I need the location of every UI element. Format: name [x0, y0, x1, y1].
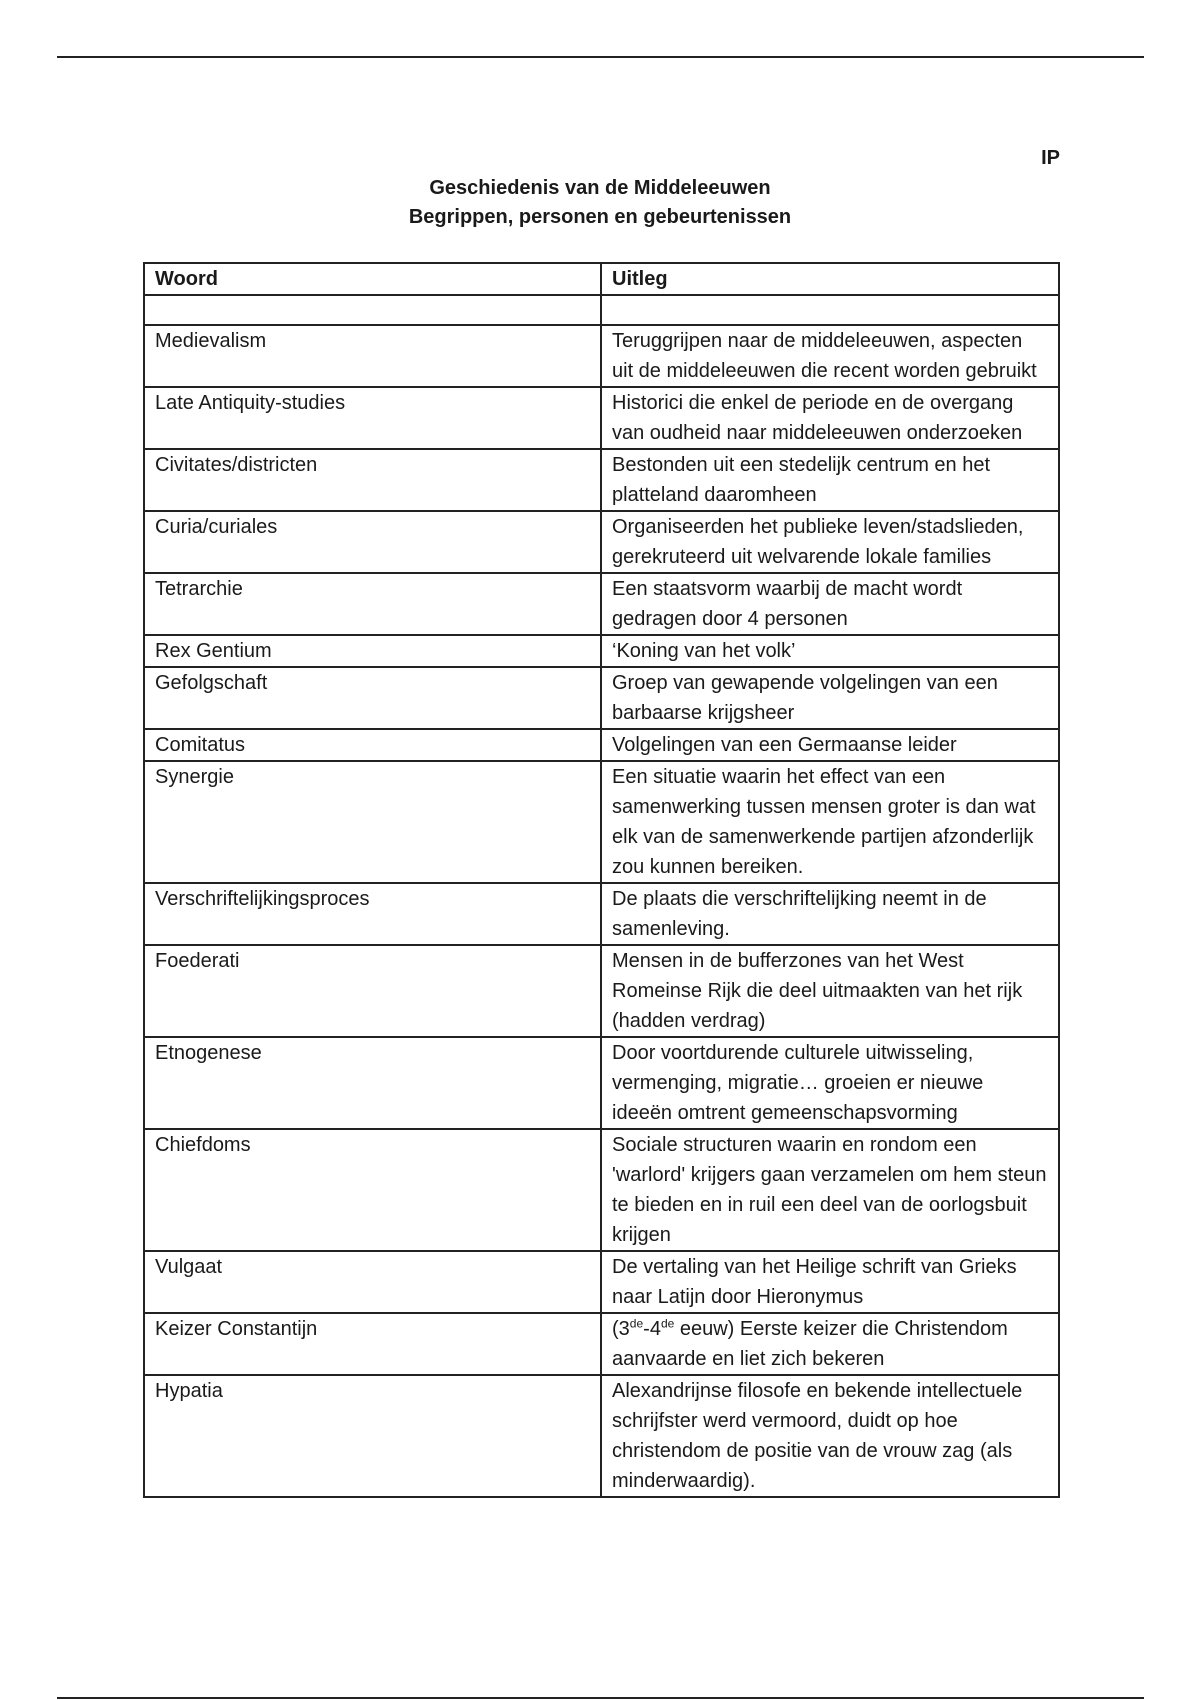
term-cell: Medievalism	[144, 325, 601, 387]
term-cell: Rex Gentium	[144, 635, 601, 667]
table-row	[144, 1251, 1059, 1313]
ordinal-suffix: de	[629, 1316, 644, 1331]
definition-rest: eeuw) Eerste keizer die Christendom aanvaarde en liet zich bekeren	[612, 1318, 1008, 1370]
table-row	[144, 1129, 1059, 1251]
term-cell: Synergie	[144, 761, 601, 883]
table-row	[144, 449, 1059, 511]
term-cell: Civitates/districten	[144, 449, 601, 511]
table-row	[144, 635, 1059, 667]
term-cell: Late Antiquity-studies	[144, 387, 601, 449]
definition-cell: De vertaling van het Heilige schrift van Grieks naar Latijn door Hieronymus	[601, 1251, 1059, 1313]
table-row	[144, 729, 1059, 761]
document-title-block	[300, 174, 900, 232]
table-row	[144, 573, 1059, 635]
definition-cell: Alexandrijnse filosofe en bekende intellectuele schrijfster werd vermoord, duidt op hoe christendom de positie van de vrouw zag (als minderwaardig).	[601, 1375, 1059, 1497]
document-title: Geschiedenis van de Middeleeuwen	[429, 177, 771, 199]
term-cell: Comitatus	[144, 729, 601, 761]
definition-dash: -4	[643, 1318, 661, 1340]
definition-cell: Een staatsvorm waarbij de macht wordt gedragen door 4 personen	[601, 573, 1059, 635]
empty-row	[144, 295, 1059, 325]
table-header-row	[144, 263, 1059, 295]
term-cell: Vulgaat	[144, 1251, 601, 1313]
definition-cell: Bestonden uit een stedelijk centrum en het platteland daaromheen	[601, 449, 1059, 511]
definition-cell: De plaats die verschriftelijking neemt in de samenleving.	[601, 883, 1059, 945]
definition-cell: Door voortdurende culturele uitwisseling, vermenging, migratie… groeien er nieuwe ideeën omtrent gemeenschapsvorming	[601, 1037, 1059, 1129]
definition-cell	[601, 1313, 1059, 1375]
definition-cell: Een situatie waarin het effect van een samenwerking tussen mensen groter is dan wat elk van de samenwerkende partijen afzonderlijk zou kunnen bereiken.	[601, 761, 1059, 883]
table-row	[144, 325, 1059, 387]
top-rule	[57, 56, 1144, 58]
table-row	[144, 945, 1059, 1037]
table-row	[144, 883, 1059, 945]
term-cell: Keizer Constantijn	[144, 1313, 601, 1375]
definition-cell: Groep van gewapende volgelingen van een barbaarse krijgsheer	[601, 667, 1059, 729]
table-row	[144, 761, 1059, 883]
table-row	[144, 511, 1059, 573]
table-row	[144, 1313, 1059, 1375]
document-subtitle: Begrippen, personen en gebeurtenissen	[408, 206, 792, 228]
definition-cell: Sociale structuren waarin en rondom een 'warlord' krijgers gaan verzamelen om hem steun te bieden en in ruil een deel van de oorlogsbuit krijgen	[601, 1129, 1059, 1251]
author-initials: IP	[1041, 147, 1060, 169]
definition-cell: Organiseerden het publieke leven/stadslieden, gerekruteerd uit welvarende lokale families	[601, 511, 1059, 573]
table-row	[144, 1375, 1059, 1497]
term-cell: Etnogenese	[144, 1037, 601, 1129]
term-cell: Tetrarchie	[144, 573, 601, 635]
term-cell: Verschriftelijkingsproces	[144, 883, 601, 945]
definition-cell: Historici die enkel de periode en de overgang van oudheid naar middeleeuwen onderzoeken	[601, 387, 1059, 449]
definition-cell: Teruggrijpen naar de middeleeuwen, aspecten uit de middeleeuwen die recent worden gebruikt	[601, 325, 1059, 387]
column-header-woord: Woord	[144, 263, 601, 295]
term-cell: Curia/curiales	[144, 511, 601, 573]
table-row	[144, 1037, 1059, 1129]
glossary-table	[143, 262, 1060, 1498]
column-header-uitleg: Uitleg	[601, 263, 1059, 295]
bottom-rule	[57, 1697, 1144, 1699]
definition-cell: Volgelingen van een Germaanse leider	[601, 729, 1059, 761]
empty-cell	[601, 295, 1059, 325]
table-row	[144, 667, 1059, 729]
ordinal-suffix: de	[660, 1316, 675, 1331]
table-row	[144, 387, 1059, 449]
term-cell: Hypatia	[144, 1375, 601, 1497]
definition-cell: ‘Koning van het volk’	[601, 635, 1059, 667]
term-cell: Foederati	[144, 945, 601, 1037]
term-cell: Gefolgschaft	[144, 667, 601, 729]
definition-cell: Mensen in de bufferzones van het West Romeinse Rijk die deel uitmaakten van het rijk (hadden verdrag)	[601, 945, 1059, 1037]
definition-open: (3	[612, 1318, 630, 1340]
empty-cell	[144, 295, 601, 325]
term-cell: Chiefdoms	[144, 1129, 601, 1251]
